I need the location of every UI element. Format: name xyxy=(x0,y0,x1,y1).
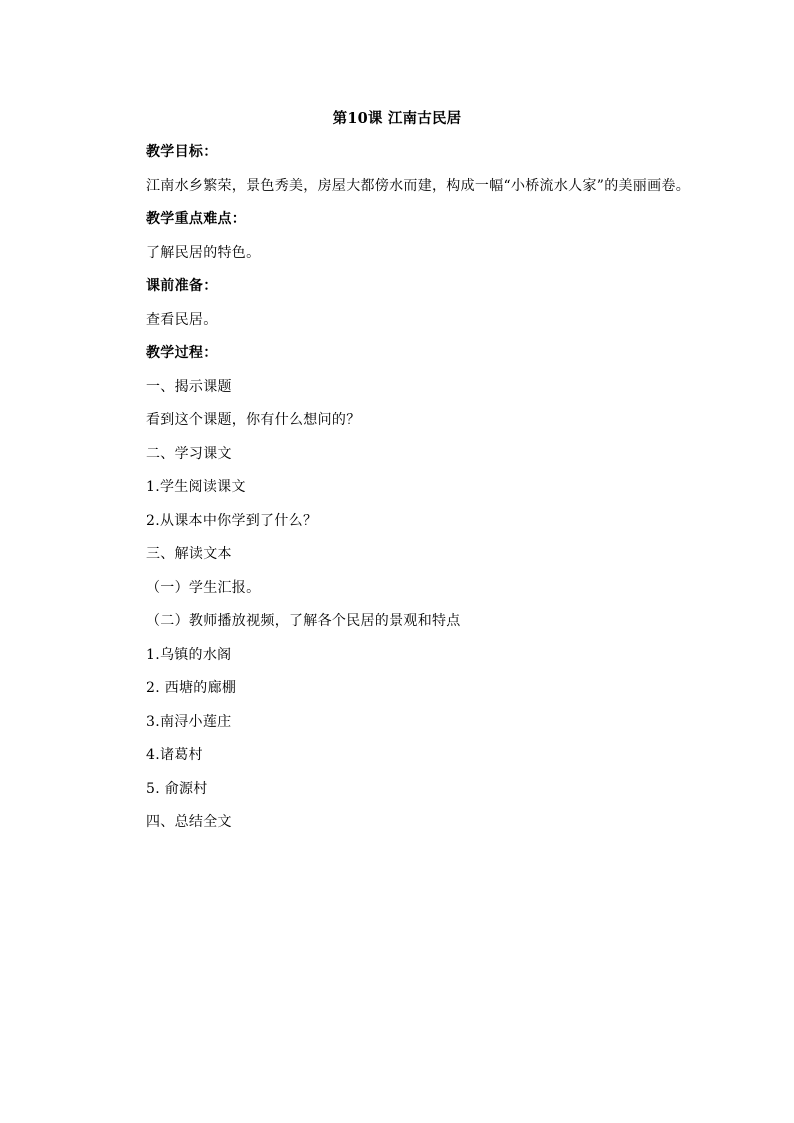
body-line: 江南水乡繁荣，景色秀美，房屋大都傍水而建，构成一幅“小桥流水人家”的美丽画卷。 xyxy=(146,177,691,194)
body-line: 查看民居。 xyxy=(146,311,218,328)
body-line: 3.南浔小莲庄 xyxy=(146,713,232,730)
body-line: 二、学习课文 xyxy=(146,445,232,462)
document-title: 第10课 江南古民居 xyxy=(332,110,462,127)
body-line: 2. 西塘的廊棚 xyxy=(146,680,237,696)
body-line: （二）教师播放视频，了解各个民居的景观和特点 xyxy=(146,613,461,629)
section-heading: 教学目标： xyxy=(146,144,218,160)
body-line: 看到这个课题，你有什么想问的？ xyxy=(146,412,361,428)
body-line: 1.学生阅读课文 xyxy=(146,479,246,495)
section-heading: 课前准备： xyxy=(146,278,218,294)
section-heading: 教学过程： xyxy=(146,345,218,361)
body-line: 5. 俞源村 xyxy=(146,780,208,797)
body-line: 2.从课本中你学到了什么？ xyxy=(146,512,318,529)
body-line: 4.诸葛村 xyxy=(146,747,203,763)
body-line: 四、总结全文 xyxy=(146,814,232,830)
body-line: 一、揭示课题 xyxy=(146,378,232,395)
section-heading: 教学重点难点： xyxy=(146,211,247,227)
body-line: 三、解读文本 xyxy=(146,546,232,562)
body-line: 1.乌镇的水阁 xyxy=(146,646,232,663)
body-line: （一）学生汇报。 xyxy=(146,579,261,596)
body-line: 了解民居的特色。 xyxy=(146,244,261,261)
